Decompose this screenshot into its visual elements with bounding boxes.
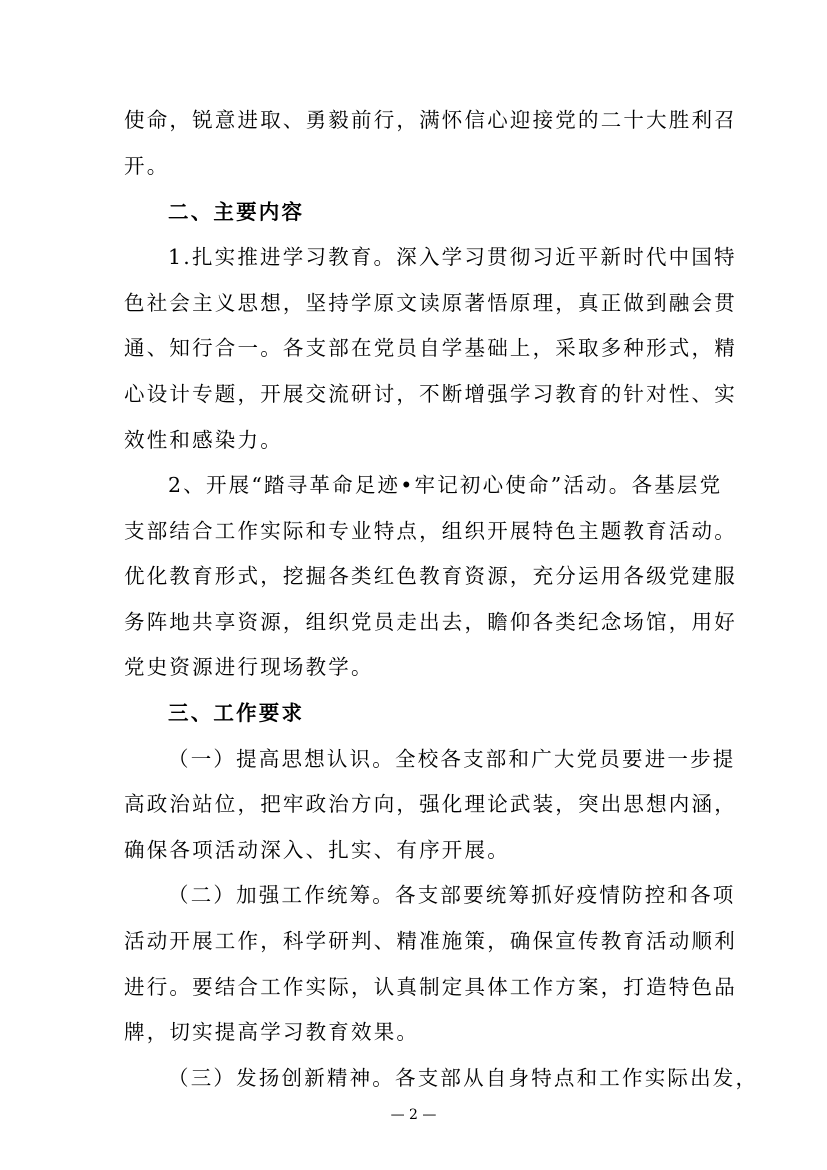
section-heading-work-requirements: 三、工作要求 (168, 701, 305, 725)
body-text-line: 支部结合工作实际和专业特点，组织开展特色主题教育活动。 (124, 519, 737, 543)
body-text-line: 1.扎实推进学习教育。深入学习贯彻习近平新时代中国特 (168, 245, 737, 269)
body-text-line: （二）加强工作统筹。各支部要统筹抓好疫情防控和各项 (168, 883, 736, 907)
body-text-line: 效性和感染力。 (124, 428, 283, 452)
body-text-line: （一）提高思想认识。全校各支部和广大党员要进一步提 (168, 747, 736, 771)
body-text-line: 进行。要结合工作实际，认真制定具体工作方案，打造特色品 (124, 975, 737, 999)
section-heading-main-content: 二、主要内容 (168, 200, 305, 224)
body-text-line: 2、开展“踏寻革命足迹•牢记初心使命”活动。各基层党 (168, 473, 723, 497)
body-text-line: 高政治站位，把牢政治方向，强化理论武装，突出思想内涵， (124, 792, 737, 816)
body-text-line: 党史资源进行现场教学。 (124, 655, 374, 679)
body-text-line: （三）发扬创新精神。各支部从自身特点和工作实际出发， (168, 1066, 759, 1090)
body-text-line: 开。 (124, 154, 170, 178)
page-number: — 2 — (390, 1107, 437, 1123)
body-text-line: 优化教育形式，挖掘各类红色教育资源，充分运用各级党建服 (124, 564, 737, 588)
body-text-line: 活动开展工作，科学研判、精准施策，确保宣传教育活动顺利 (124, 929, 737, 953)
body-text-line: 牌，切实提高学习教育效果。 (124, 1020, 420, 1044)
body-text-line: 色社会主义思想，坚持学原文读原著悟原理，真正做到融会贯 (124, 291, 737, 315)
body-text-line: 通、知行合一。各支部在党员自学基础上，采取多种形式，精 (124, 336, 737, 360)
body-text-line: 使命，锐意进取、勇毅前行，满怀信心迎接党的二十大胜利召 (124, 108, 737, 132)
body-text-line: 务阵地共享资源，组织党员走出去，瞻仰各类纪念场馆，用好 (124, 610, 737, 634)
body-text-line: 心设计专题，开展交流研讨，不断增强学习教育的针对性、实 (124, 382, 737, 406)
body-text-line: 确保各项活动深入、扎实、有序开展。 (124, 838, 510, 862)
